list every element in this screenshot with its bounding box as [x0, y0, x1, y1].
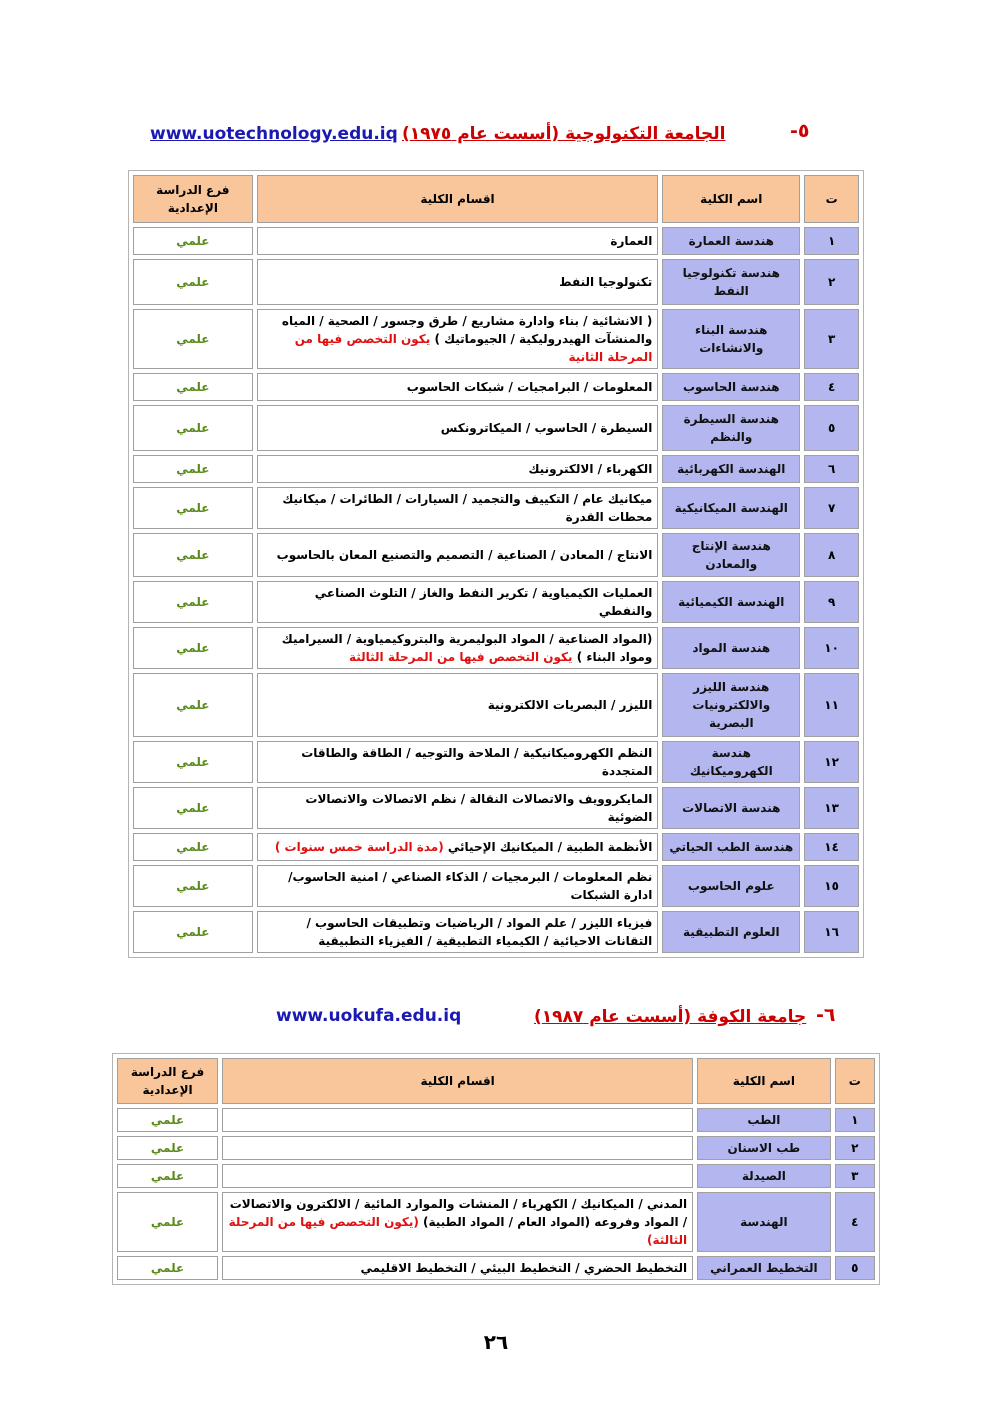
section5-number: -٥ — [790, 120, 810, 142]
study-branch: علمي — [133, 227, 253, 255]
section6-url-link[interactable]: www.uokufa.edu.iq — [276, 1006, 462, 1026]
row-number: ٨ — [804, 533, 859, 577]
departments-text: الانتاج / المعادن / الصناعية / التصميم والتصنيع المعان بالحاسوب — [276, 548, 653, 562]
departments-text: ( الانشائية / بناء وادارة مشاريع / طرق وجسور / الصحية / المياه والمنشآت الهيدروليكية / الجيوماتيك ) — [281, 314, 653, 346]
section5-heading — [0, 120, 992, 150]
header-row — [133, 175, 859, 223]
college-name: هندسة العمارة — [662, 227, 800, 255]
table-row — [117, 1192, 875, 1252]
departments-text: النظم الكهروميكانيكية / الملاحة والتوجيه / الطاقة والطاقات المتجددة — [301, 746, 653, 778]
specialization-note: يكون التخصص فيها من المرحلة الثانية — [294, 332, 653, 364]
departments-text: المدني / الميكانيك / الكهرباء / المنشات والموارد المائية / الالكترون والاتصالات / المواد وفروعه (المواد العام / المواد الطبية) — [229, 1197, 688, 1229]
study-branch: علمي — [117, 1192, 218, 1252]
table-row — [133, 627, 859, 669]
college-name: الهندسة الكيميائية — [662, 581, 800, 623]
page-number: ٢٦ — [483, 1330, 509, 1354]
college-name: الهندسة — [697, 1192, 830, 1252]
table-row — [133, 673, 859, 737]
departments-text: العمليات الكيمياوية / تكرير النفط والغاز / التلوث الصناعي والنفطي — [314, 586, 653, 618]
departments-cell — [257, 865, 659, 907]
table-row — [133, 741, 859, 783]
table-row — [117, 1136, 875, 1160]
table-row — [133, 487, 859, 529]
table-row — [117, 1256, 875, 1280]
study-branch: علمي — [117, 1136, 218, 1160]
college-name: هندسة البناء والانشاءات — [662, 309, 800, 369]
college-name: العلوم التطبيقية — [662, 911, 800, 953]
departments-cell — [257, 533, 659, 577]
study-branch: علمي — [133, 787, 253, 829]
row-number: ٧ — [804, 487, 859, 529]
header-college: اسم الكلية — [697, 1058, 830, 1104]
table-row — [133, 227, 859, 255]
departments-text: نظم المعلومات / البرمجيات / الذكاء الصناعي / امنية الحاسوب/ ادارة الشبكات — [288, 870, 653, 902]
table-row — [133, 309, 859, 369]
departments-text: الليزر / البصريات الالكترونية — [487, 698, 653, 712]
study-branch: علمي — [133, 533, 253, 577]
departments-cell — [257, 487, 659, 529]
section5-title: الجامعة التكنولوجية (أسست عام ١٩٧٥) — [402, 124, 726, 144]
departments-cell — [257, 455, 659, 483]
college-name: الطب — [697, 1108, 830, 1132]
section5-url-link[interactable]: www.uotechnology.edu.iq — [150, 124, 398, 144]
departments-cell — [257, 911, 659, 953]
row-number: ١٤ — [804, 833, 859, 861]
departments-cell — [222, 1192, 693, 1252]
college-name: هندسة تكنولوجيا النفط — [662, 259, 800, 305]
college-name: هندسة الحاسوب — [662, 373, 800, 401]
section5-table — [128, 170, 864, 958]
departments-text: المايكروويف والاتصالات النقالة / نظم الاتصالات والاتصالات الضوئية — [305, 792, 653, 824]
study-branch: علمي — [133, 259, 253, 305]
departments-text: فيزياء الليزر / علم المواد / الرياضيات وتطبيقات الحاسوب / التقانات الاحيائية / الكيمياء التطبيقية / الفيزياء التطبيقية — [306, 916, 653, 948]
departments-text: التخطيط الحضري / التخطيط البيئي / التخطيط الاقليمي — [360, 1261, 688, 1275]
study-branch: علمي — [117, 1256, 218, 1280]
row-number: ٣ — [835, 1164, 875, 1188]
departments-text: (المواد الصناعية / المواد البوليمرية والبتروكيمياوية / السيراميك ومواد البناء ) — [281, 632, 653, 664]
row-number: ١٥ — [804, 865, 859, 907]
row-number: ٩ — [804, 581, 859, 623]
departments-cell — [257, 309, 659, 369]
section6-title: جامعة الكوفة (أسست عام ١٩٨٧) — [534, 1007, 807, 1027]
departments-cell — [257, 373, 659, 401]
departments-cell — [257, 227, 659, 255]
row-number: ١ — [804, 227, 859, 255]
study-branch: علمي — [133, 673, 253, 737]
departments-cell — [257, 787, 659, 829]
college-name: هندسة الطب الحياتي — [662, 833, 800, 861]
row-number: ١ — [835, 1108, 875, 1132]
study-branch: علمي — [133, 373, 253, 401]
departments-text: الأنظمة الطبية / الميكانيك الإحيائي — [447, 840, 653, 854]
departments-text: السيطرة / الحاسوب / الميكاترونكس — [440, 421, 653, 435]
departments-cell — [257, 673, 659, 737]
college-name: هندسة المواد — [662, 627, 800, 669]
departments-cell — [257, 581, 659, 623]
study-branch: علمي — [133, 405, 253, 451]
header-depts: اقسام الكلية — [257, 175, 659, 223]
row-number: ١٦ — [804, 911, 859, 953]
college-name: الصيدلة — [697, 1164, 830, 1188]
college-name: الهندسة الكهربائية — [662, 455, 800, 483]
college-name: هندسة الإنتاج والمعادن — [662, 533, 800, 577]
study-branch: علمي — [133, 581, 253, 623]
row-number: ٥ — [804, 405, 859, 451]
college-name: هندسة السيطرة والنظم — [662, 405, 800, 451]
table-row — [133, 405, 859, 451]
specialization-note: (مدة الدراسة خمس سنوات ) — [274, 840, 444, 854]
specialization-note: يكون التخصص فيها من المرحلة الثالثة — [348, 650, 573, 664]
study-branch: علمي — [133, 455, 253, 483]
table-row — [133, 581, 859, 623]
table-row — [133, 833, 859, 861]
row-number: ١٢ — [804, 741, 859, 783]
table-row — [117, 1108, 875, 1132]
departments-cell — [222, 1256, 693, 1280]
college-name: التخطيط العمراني — [697, 1256, 830, 1280]
departments-cell — [222, 1136, 693, 1160]
departments-cell — [257, 405, 659, 451]
departments-text: العمارة — [610, 234, 653, 248]
departments-cell — [257, 627, 659, 669]
table-row — [133, 259, 859, 305]
study-branch: علمي — [117, 1108, 218, 1132]
header-row — [117, 1058, 875, 1104]
study-branch: علمي — [133, 487, 253, 529]
study-branch: علمي — [133, 911, 253, 953]
study-branch: علمي — [117, 1164, 218, 1188]
college-name: هندسة الليزر والالكترونيات البصرية — [662, 673, 800, 737]
study-branch: علمي — [133, 309, 253, 369]
header-depts: اقسام الكلية — [222, 1058, 693, 1104]
college-name: هندسة الكهروميكانيك — [662, 741, 800, 783]
table-row — [133, 911, 859, 953]
header-seq: ت — [835, 1058, 875, 1104]
section6-heading — [0, 1004, 992, 1034]
departments-cell — [222, 1108, 693, 1132]
departments-text: تكنولوجيا النفط — [559, 275, 653, 289]
departments-cell — [257, 259, 659, 305]
table-row — [133, 533, 859, 577]
row-number: ١٠ — [804, 627, 859, 669]
table-row — [133, 455, 859, 483]
table-row — [133, 865, 859, 907]
departments-text: المعلومات / البرامجيات / شبكات الحاسوب — [406, 380, 653, 394]
row-number: ٤ — [835, 1192, 875, 1252]
college-name: علوم الحاسوب — [662, 865, 800, 907]
departments-cell — [257, 741, 659, 783]
college-name: هندسة الاتصالات — [662, 787, 800, 829]
row-number: ١١ — [804, 673, 859, 737]
section6-number: -٦ — [816, 1004, 836, 1026]
header-seq: ت — [804, 175, 859, 223]
section6-table — [112, 1053, 880, 1285]
departments-cell — [222, 1164, 693, 1188]
table-row — [133, 373, 859, 401]
specialization-note: (يكون التخصص فيها من المرحلة الثالثة) — [228, 1215, 688, 1247]
departments-text: ميكانيك عام / التكييف والتجميد / السيارات / الطائرات / ميكانيك محطات القدرة — [282, 492, 653, 524]
departments-text: الكهرباء / الالكترونيك — [528, 462, 653, 476]
row-number: ٤ — [804, 373, 859, 401]
row-number: ٢ — [804, 259, 859, 305]
study-branch: علمي — [133, 833, 253, 861]
row-number: ٣ — [804, 309, 859, 369]
table-row — [133, 787, 859, 829]
header-college: اسم الكلية — [662, 175, 800, 223]
study-branch: علمي — [133, 627, 253, 669]
study-branch: علمي — [133, 741, 253, 783]
header-branch: فرع الدراسة الإعدادية — [117, 1058, 218, 1104]
college-name: الهندسة الميكانيكية — [662, 487, 800, 529]
row-number: ١٣ — [804, 787, 859, 829]
row-number: ٢ — [835, 1136, 875, 1160]
table-row — [117, 1164, 875, 1188]
header-branch: فرع الدراسة الإعدادية — [133, 175, 253, 223]
college-name: طب الاسنان — [697, 1136, 830, 1160]
row-number: ٦ — [804, 455, 859, 483]
study-branch: علمي — [133, 865, 253, 907]
row-number: ٥ — [835, 1256, 875, 1280]
departments-cell — [257, 833, 659, 861]
